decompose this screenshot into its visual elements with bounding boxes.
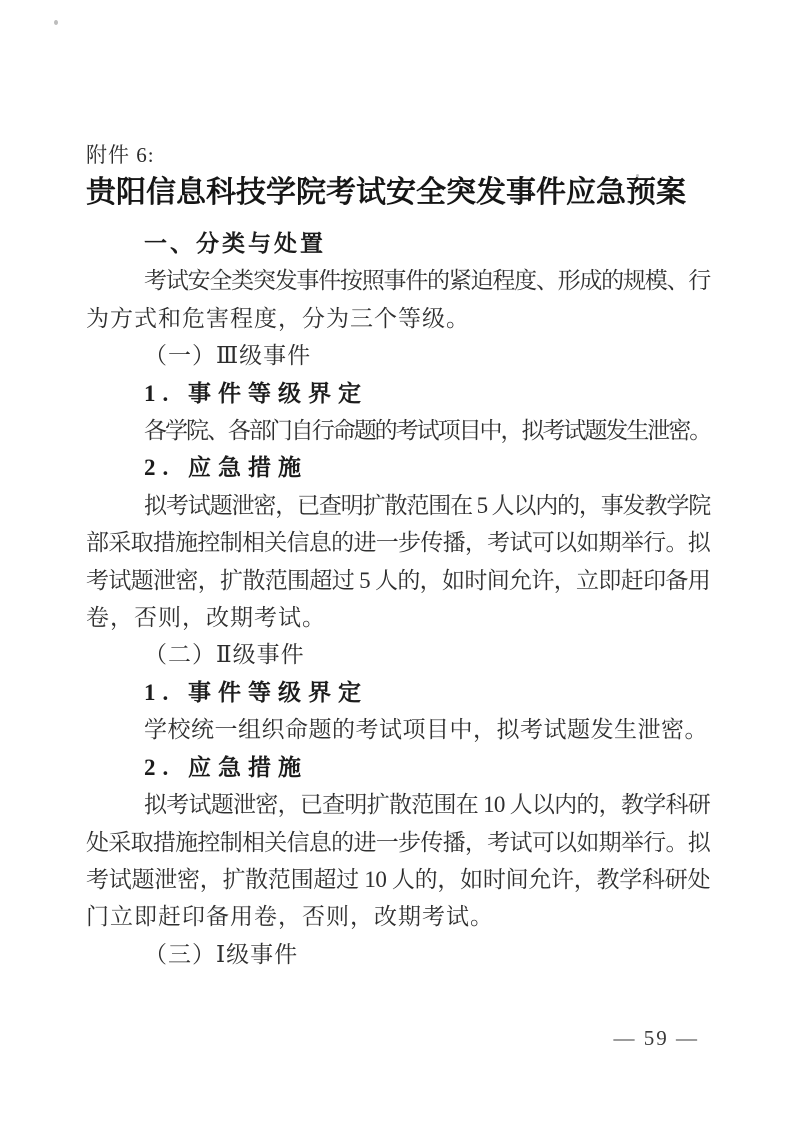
document-body [86,225,710,973]
text-line: 部采取措施控制相关信息的进一步传播，考试可以如期举行。拟 [86,530,710,556]
text-line: 处采取措施控制相关信息的进一步传播，考试可以如期举行。拟 [86,829,710,855]
numbered-heading: 1. 事件等级界定 [144,679,368,705]
text-line: 卷，否则，改期考试。 [86,605,326,631]
text-line: 门立即赶印备用卷，否则，改期考试。 [86,904,494,930]
text-line: 各学院、各部门自行命题的考试项目中，拟考试题发生泄密。 [144,418,710,444]
text-line: 考试题泄密，扩散范围超过 10 人的，如时间允许，教学科研处 [86,866,710,892]
text-line: 拟考试题泄密，已查明扩散范围在 5 人以内的，事发教学院 [144,492,710,518]
numbered-heading: 2. 应急措施 [144,455,308,481]
item-heading: （三）Ⅰ级事件 [144,941,299,967]
item-heading: （二）Ⅱ级事件 [144,642,305,668]
attachment-label: 附件 6: [86,143,155,167]
section-heading: 一、分类与处置 [144,230,326,256]
text-line: 考试题泄密，扩散范围超过 5 人的，如时间允许，立即赶印备用 [86,567,710,593]
item-heading: （一）Ⅲ级事件 [144,343,312,369]
scan-speck [54,20,58,25]
page-number: — 59 — [613,1026,699,1050]
document-content [86,140,710,973]
text-line: 为方式和危害程度，分为三个等级。 [86,305,470,331]
numbered-heading: 1. 事件等级界定 [144,380,368,406]
text-line: 考试安全类突发事件按照事件的紧迫程度、形成的规模、行 [144,268,710,294]
text-line: 学校统一组织命题的考试项目中，拟考试题发生泄密。 [144,717,708,743]
text-line: 拟考试题泄密，已查明扩散范围在 10 人以内的，教学科研 [144,792,710,818]
document-title: 贵阳信息科技学院考试安全突发事件应急预案 [86,176,686,209]
numbered-heading: 2. 应急措施 [144,754,308,780]
